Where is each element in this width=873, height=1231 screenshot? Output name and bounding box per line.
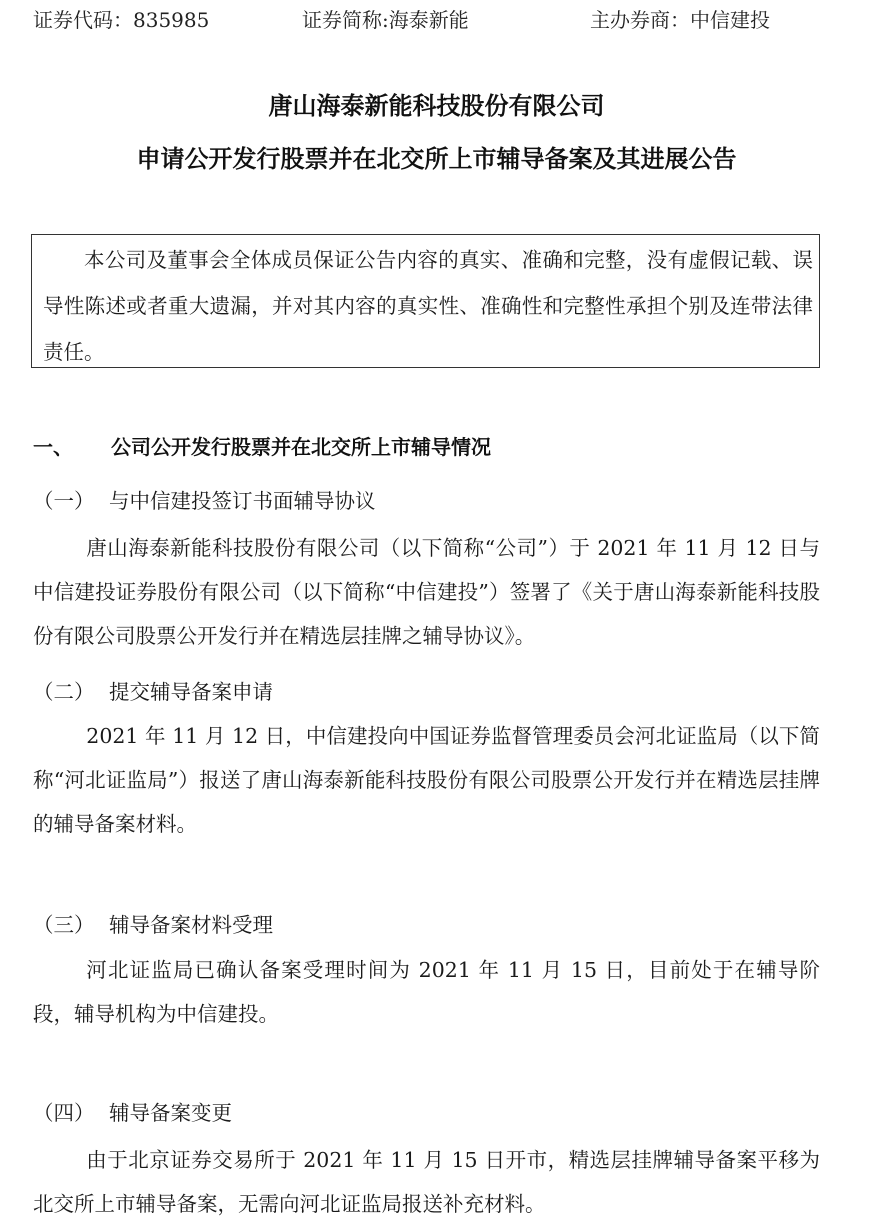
stock-code: 证券代码：835985 [33,8,210,32]
section-number: 一、 [33,435,73,459]
subsection-heading [33,677,273,707]
company-title: 唐山海泰新能科技股份有限公司 [268,92,605,120]
subsection-title: 辅导备案材料受理 [109,913,273,937]
subsection-number: （三） [33,913,95,937]
section-title: 公司公开发行股票并在北交所上市辅导情况 [111,435,491,459]
subsection-heading [33,486,376,516]
subsection-title: 与中信建投签订书面辅导协议 [109,489,376,513]
disclaimer-box [31,234,820,368]
sponsor-broker: 主办券商：中信建投 [590,8,770,32]
subsection-number: （一） [33,489,95,513]
subsection-title: 辅导备案变更 [109,1101,232,1125]
subsection-number: （四） [33,1101,95,1125]
disclaimer-text: 本公司及董事会全体成员保证公告内容的真实、准确和完整，没有虚假记载、误导性陈述或者重大遗漏，并对其内容的真实性、准确性和完整性承担个别及连带法律责任。 [43,248,813,364]
subsection-heading [33,1098,232,1128]
subsection-paragraph: 2021 年 11 月 12 日，中信建投向中国证券监督管理委员会河北证监局（以下简称“河北证监局”）报送了唐山海泰新能科技股份有限公司股票公开发行并在精选层挂牌的辅导备案材料。 [33,724,820,836]
subsection-number: （二） [33,680,95,704]
subsection-paragraph: 唐山海泰新能科技股份有限公司（以下简称“公司”）于 2021 年 11 月 12 日与中信建投证券股份有限公司（以下简称“中信建投”）签署了《关于唐山海泰新能科技股份有限公司股票公开发行并在精选层挂牌之辅导协议》。 [33,536,820,648]
subsection-title: 提交辅导备案申请 [109,680,273,704]
stock-short-name: 证券简称:海泰新能 [302,8,469,32]
subsection-paragraph: 河北证监局已确认备案受理时间为 2021 年 11 月 15 日，目前处于在辅导阶段，辅导机构为中信建投。 [33,958,820,1026]
announcement-title: 申请公开发行股票并在北交所上市辅导备案及其进展公告 [136,145,737,173]
subsection-heading [33,910,273,940]
section-heading [33,432,491,462]
subsection-paragraph: 由于北京证券交易所于 2021 年 11 月 15 日开市，精选层挂牌辅导备案平移为北交所上市辅导备案，无需向河北证监局报送补充材料。 [33,1148,820,1216]
